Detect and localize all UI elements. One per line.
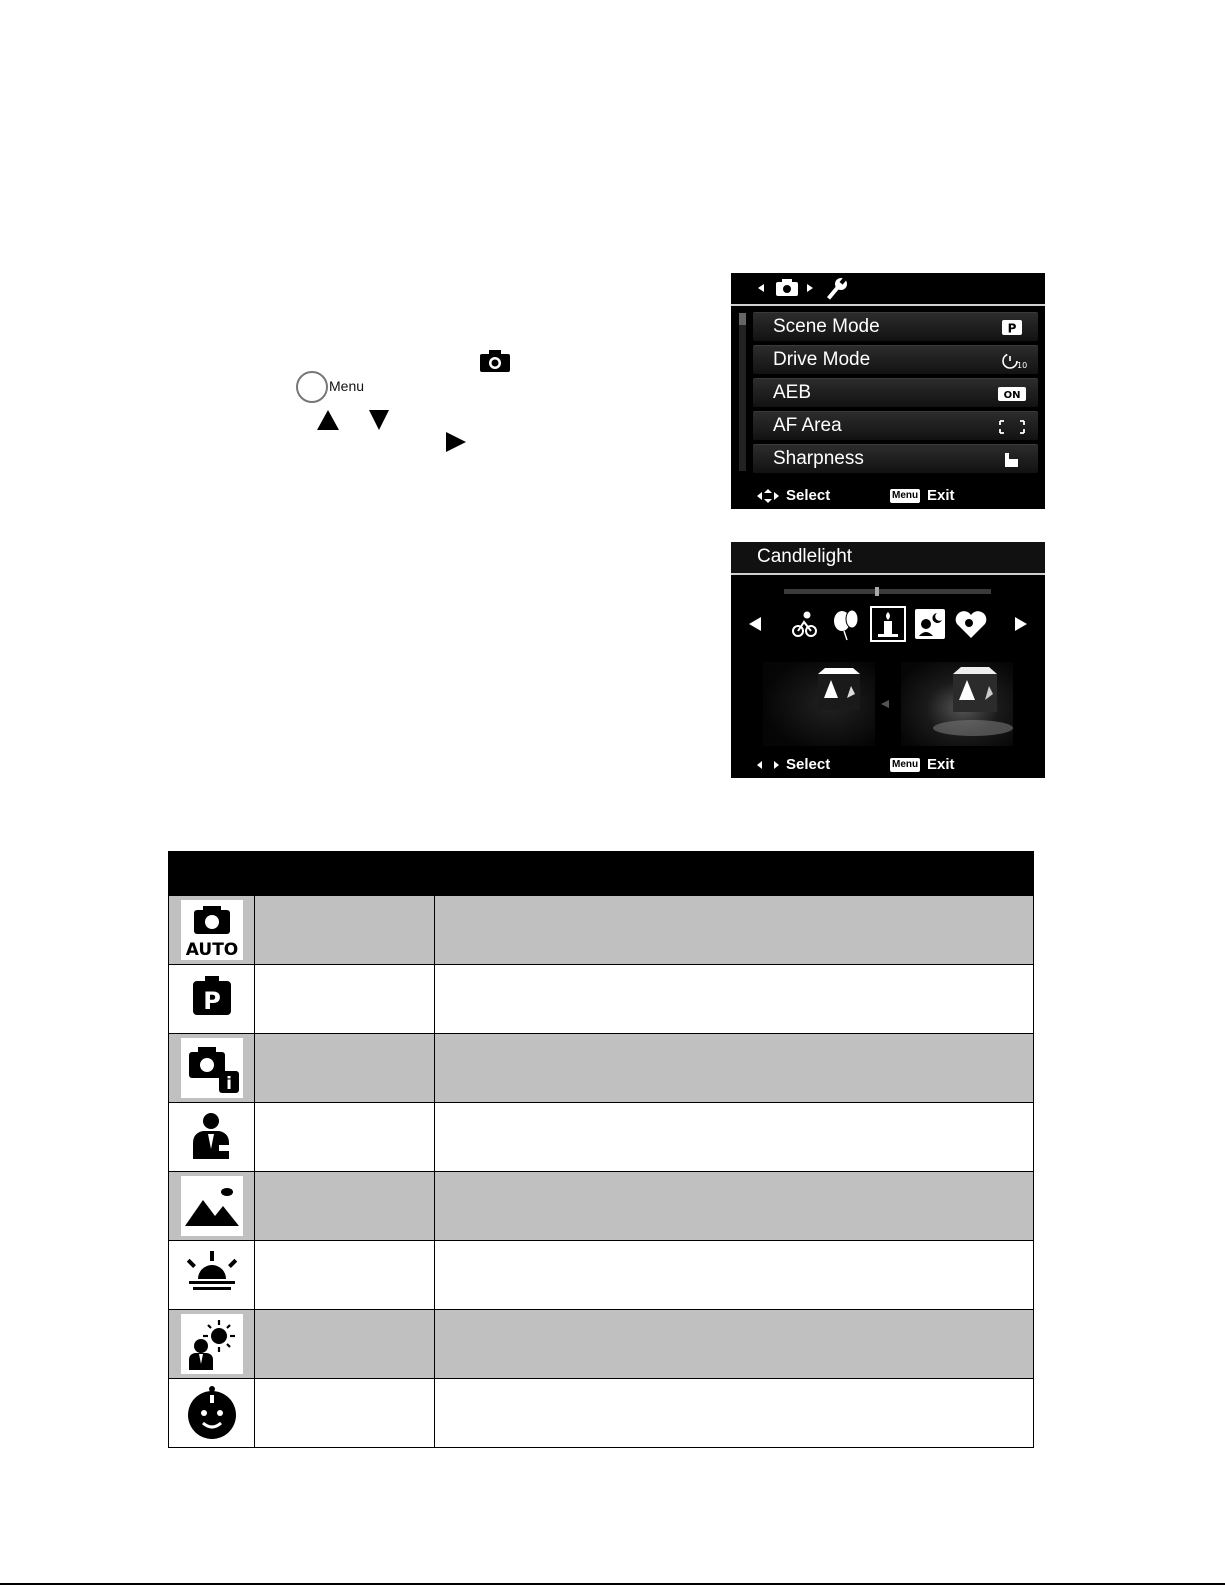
landscape-icon — [181, 1176, 243, 1236]
menu-tabs — [731, 273, 1045, 303]
table-header — [168, 851, 1034, 896]
table-row — [168, 1310, 1034, 1379]
footer-exit-label: Exit — [927, 756, 955, 773]
balloon-icon — [834, 610, 858, 640]
table-row — [168, 1172, 1034, 1241]
menu-item-af-area[interactable] — [753, 411, 1038, 440]
menu-button-ring — [296, 371, 328, 403]
arrow-between-previews-icon — [881, 700, 889, 708]
camera-info-icon — [181, 1038, 243, 1098]
table-row — [168, 896, 1034, 965]
table-row — [168, 1241, 1034, 1310]
svg-text:P: P — [203, 987, 221, 1015]
scene-prev-arrow-icon — [749, 617, 761, 631]
scene-title: Candlelight — [757, 546, 853, 567]
tab-right-arrow-icon — [807, 284, 813, 292]
scene-footer — [731, 752, 1045, 778]
backlight-icon — [181, 1314, 243, 1374]
triangle-right-icon — [446, 432, 466, 452]
table-row — [168, 1034, 1034, 1103]
heart-icon — [956, 611, 987, 638]
program-p-icon — [181, 969, 243, 1029]
menu-scrollbar-thumb[interactable] — [739, 313, 746, 325]
cyclist-icon — [793, 613, 816, 637]
tab-left-arrow-icon — [758, 284, 764, 292]
auto-camera-icon — [181, 900, 243, 960]
menu-item-label: AF Area — [773, 415, 842, 436]
scene-preview-images — [763, 662, 1013, 746]
candle-icon — [878, 612, 898, 637]
menu-item-label: Sharpness — [773, 448, 864, 469]
svg-text:ON: ON — [1003, 390, 1021, 401]
menu-item-scene-mode[interactable] — [753, 312, 1038, 341]
table-row — [168, 965, 1034, 1034]
on-badge-icon — [998, 385, 1026, 402]
four-way-arrows-icon — [757, 489, 779, 503]
svg-text:AUTO: AUTO — [185, 940, 239, 960]
menu-scrollbar[interactable] — [739, 313, 746, 471]
scene-slider-knob[interactable] — [875, 587, 879, 596]
svg-text:P: P — [1007, 321, 1017, 336]
table-row — [168, 1103, 1034, 1172]
camera-menu-screen — [731, 273, 1045, 509]
scene-icon-strip — [731, 604, 1045, 644]
af-brackets-icon — [998, 418, 1026, 435]
footer-select-label: Select — [786, 487, 831, 504]
svg-text:10: 10 — [1017, 361, 1028, 370]
scene-title-bar — [731, 542, 1045, 573]
menu-badge: Menu — [892, 490, 919, 501]
header-separator — [731, 304, 1045, 306]
preview-after-image — [901, 662, 1013, 746]
sharpness-icon — [1000, 451, 1024, 468]
night-portrait-icon — [915, 609, 945, 639]
menu-item-label: Scene Mode — [773, 316, 880, 337]
table-row — [168, 1379, 1034, 1448]
portrait-icon — [181, 1107, 243, 1167]
title-separator — [731, 573, 1045, 575]
menu-item-sharpness[interactable] — [753, 444, 1038, 473]
menu-button-label: Menu — [329, 378, 365, 394]
preview-before-image — [763, 662, 875, 746]
menu-button-illustration — [296, 371, 376, 403]
menu-badge: Menu — [892, 759, 919, 770]
scene-slider-track[interactable] — [784, 589, 991, 594]
scene-next-arrow-icon — [1015, 617, 1027, 631]
tab-wrench-icon — [827, 277, 847, 299]
footer-select-label: Select — [786, 756, 831, 773]
menu-footer — [731, 483, 1045, 509]
left-right-arrows-icon — [757, 759, 779, 771]
menu-item-label: AEB — [773, 382, 812, 403]
footer-exit-label: Exit — [927, 487, 955, 504]
self-timer-10s-icon — [1000, 352, 1028, 370]
triangle-up-icon — [317, 410, 339, 430]
menu-item-aeb[interactable] — [753, 378, 1038, 407]
camera-icon — [480, 350, 510, 372]
sunset-icon — [181, 1245, 243, 1305]
scene-select-screen — [731, 542, 1045, 778]
svg-text:i: i — [226, 1074, 232, 1094]
menu-item-label: Drive Mode — [773, 349, 871, 370]
baby-face-icon — [181, 1383, 243, 1443]
scene-mode-table — [168, 851, 1034, 1448]
program-p-icon — [1000, 319, 1024, 336]
menu-item-drive-mode[interactable] — [753, 345, 1038, 374]
triangle-down-icon — [369, 410, 389, 430]
